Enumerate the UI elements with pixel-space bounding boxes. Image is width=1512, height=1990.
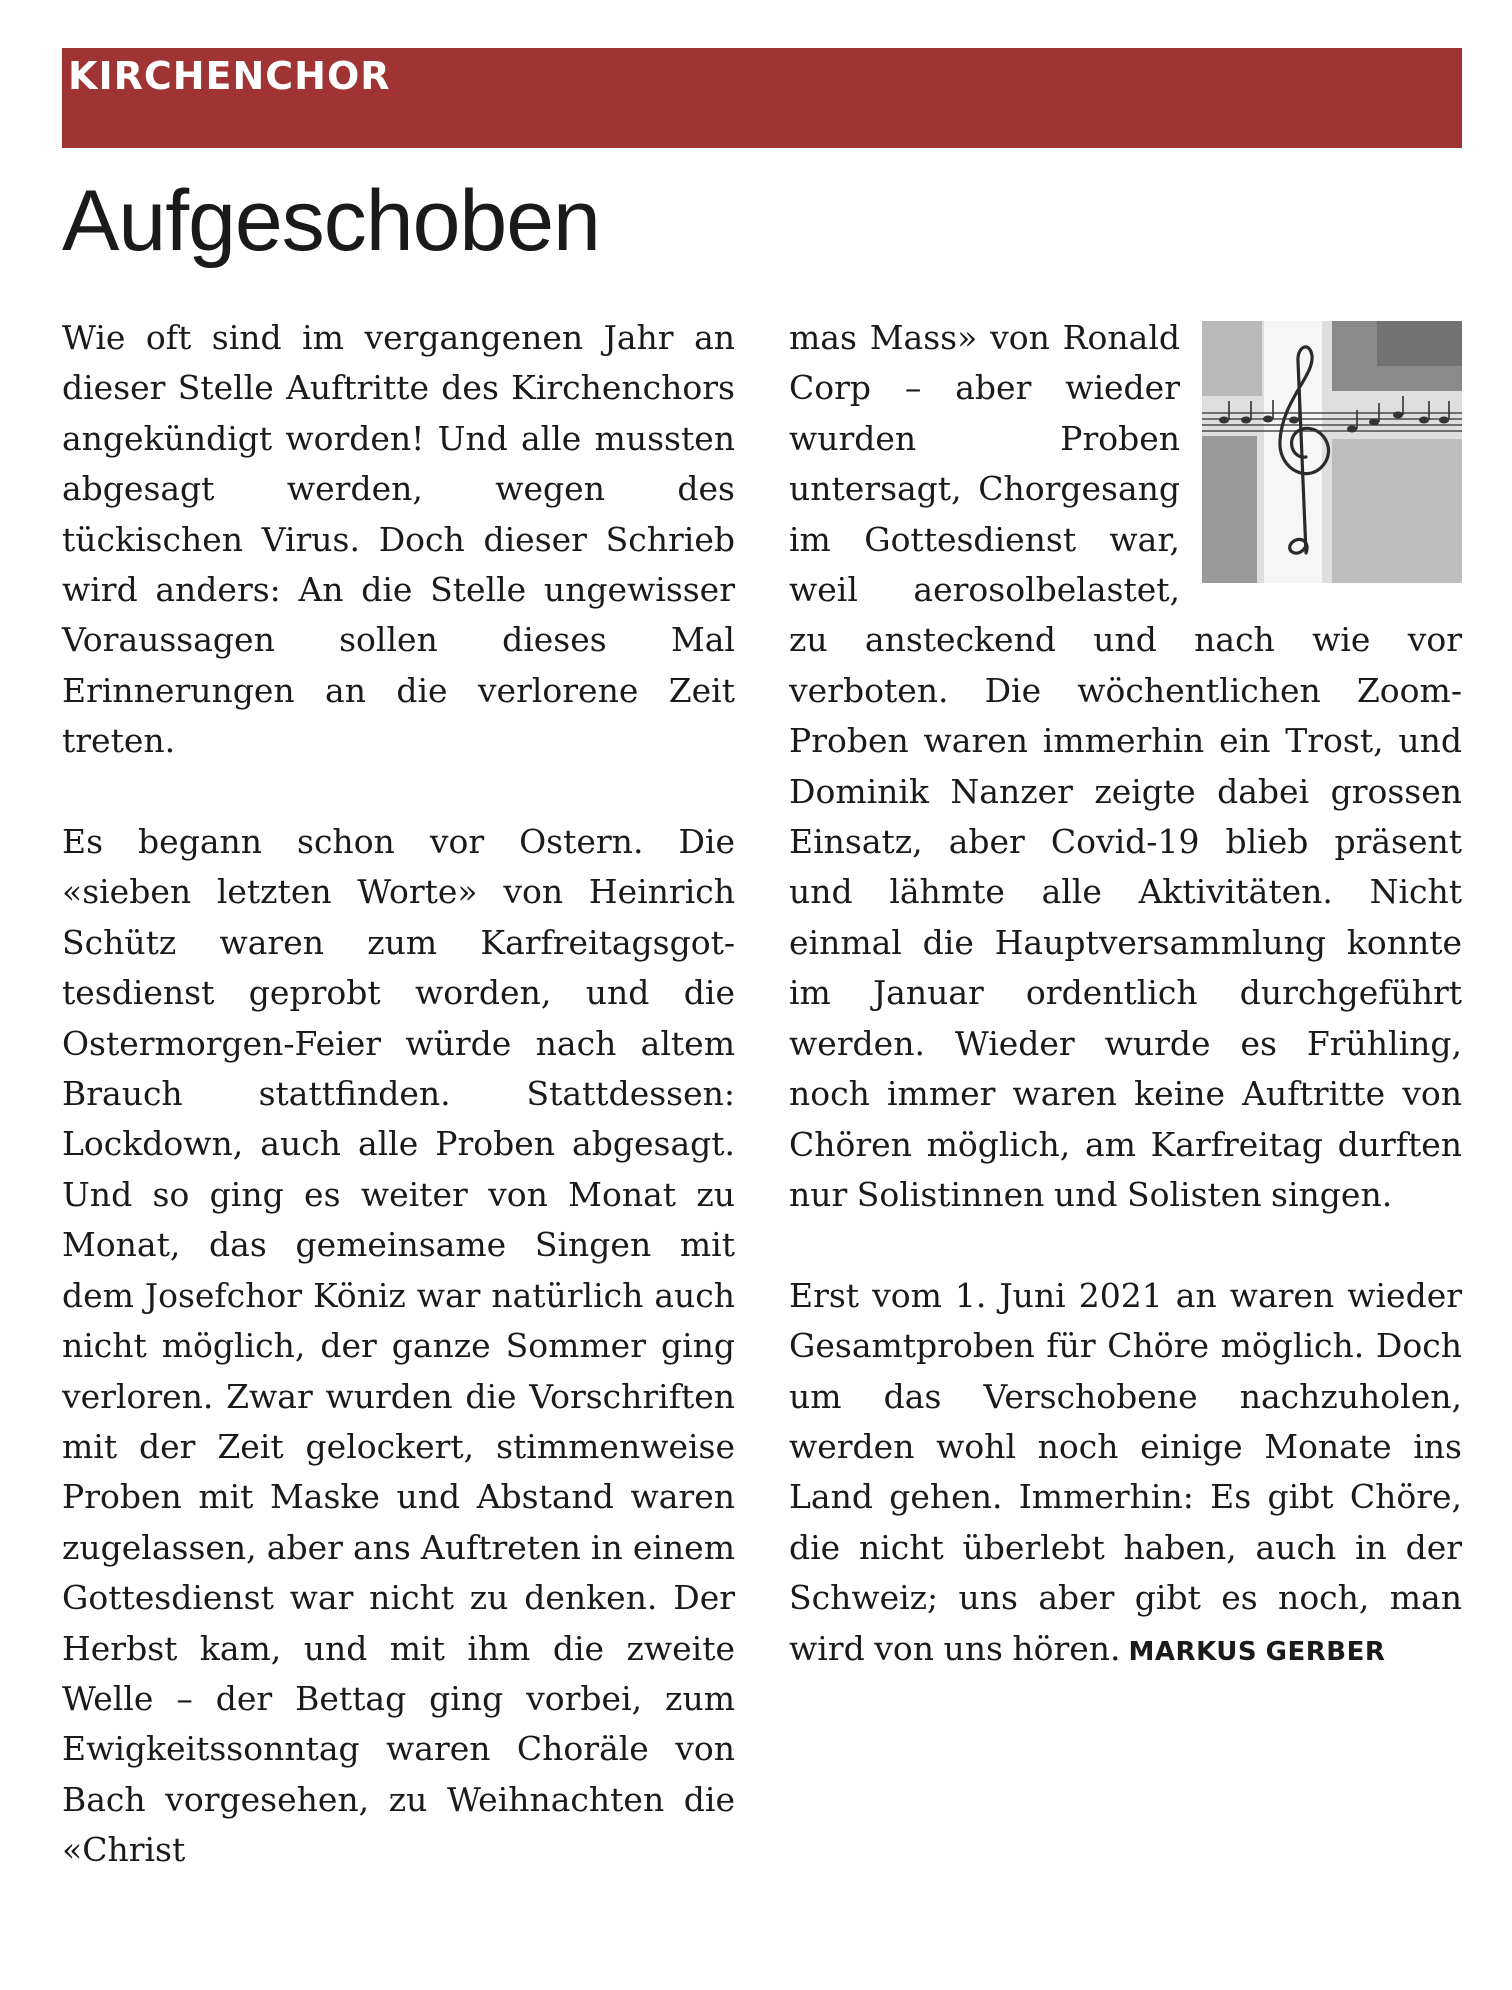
paragraph-final	[789, 1271, 1462, 1677]
treble-clef-music-staff-icon	[1202, 321, 1462, 583]
paragraph-final-text: Erst vom 1. Juni 2021 an waren wieder Gesamtproben für Chöre möglich. Doch um das Verschobene nachzuholen, werden wohl noch einige Monate ins Land gehen. Immerhin: Es gibt Chöre, die nicht überlebt haben, auch in der Schweiz; uns aber gibt es noch, man wird von uns hören.	[789, 1275, 1462, 1668]
paragraph: mas Mass» von Ronald Corp – aber wieder wurden Proben untersagt, Chorgesang im Gottesdienst war, weil aerosolbelastet, zu ansteckend und nach wie vor verboten. Die wöchentlichen Zoom-Proben waren immerhin ein Trost, und Dominik Nanzer zeigte dabei grossen Einsatz, aber Covid-19 blieb präsent und lähmte alle Aktivitäten. Nicht einmal die Hauptversammlung konnte im Januar ordentlich durchgeführt werden. Wieder wurde es Frühling, noch immer waren keine Auftritte von Chören möglich, am Karfreitag durften nur Solistinnen und Solisten singen.	[789, 318, 1462, 1214]
article-headline: Aufgeschoben	[62, 173, 600, 269]
section-label: KIRCHENCHOR	[68, 54, 391, 98]
paragraph: Es begann schon vor Ostern. Die «sieben letzten Worte» von Heinrich Schütz waren zum Karfreitagsgottesdienst geprobt worden, und die Ostermorgen-Feier würde nach altem Brauch stattfinden. Stattdessen: Lockdown, auch alle Proben abgesagt. Und so ging es weiter von Monat zu Monat, das gemeinsame Singen mit dem Josefchor Köniz war natürlich auch nicht möglich, der ganze Sommer ging verloren. Zwar wurden die Vorschriften mit der Zeit gelockert, stimmenweise Proben mit Maske und Abstand waren zugelassen, aber ans Auftreten in einem Gottesdienst war nicht zu denken. Der Herbst kam, und mit ihm die zweite Welle – der Bettag ging vorbei, zum Ewigkeitssonntag waren Choräle von Bach vorgesehen, zu Weihnachten die «Christ	[62, 822, 735, 1870]
article-column-left	[62, 313, 735, 1876]
author-byline: MARKUS GERBER	[1128, 1636, 1386, 1667]
article-column-right	[789, 313, 1462, 1677]
paragraph: Wie oft sind im vergangenen Jahr an dieser Stelle Auftritte des Kirchenchors angekündigt worden! Und alle mussten abgesagt werden, wegen des tückischen Virus. Doch dieser Schrieb wird anders: An die Stelle ungewisser Voraussagen sollen dieses Mal Erinnerungen an die verlorene Zeit treten.	[62, 318, 735, 761]
section-header-bar	[62, 48, 1462, 148]
